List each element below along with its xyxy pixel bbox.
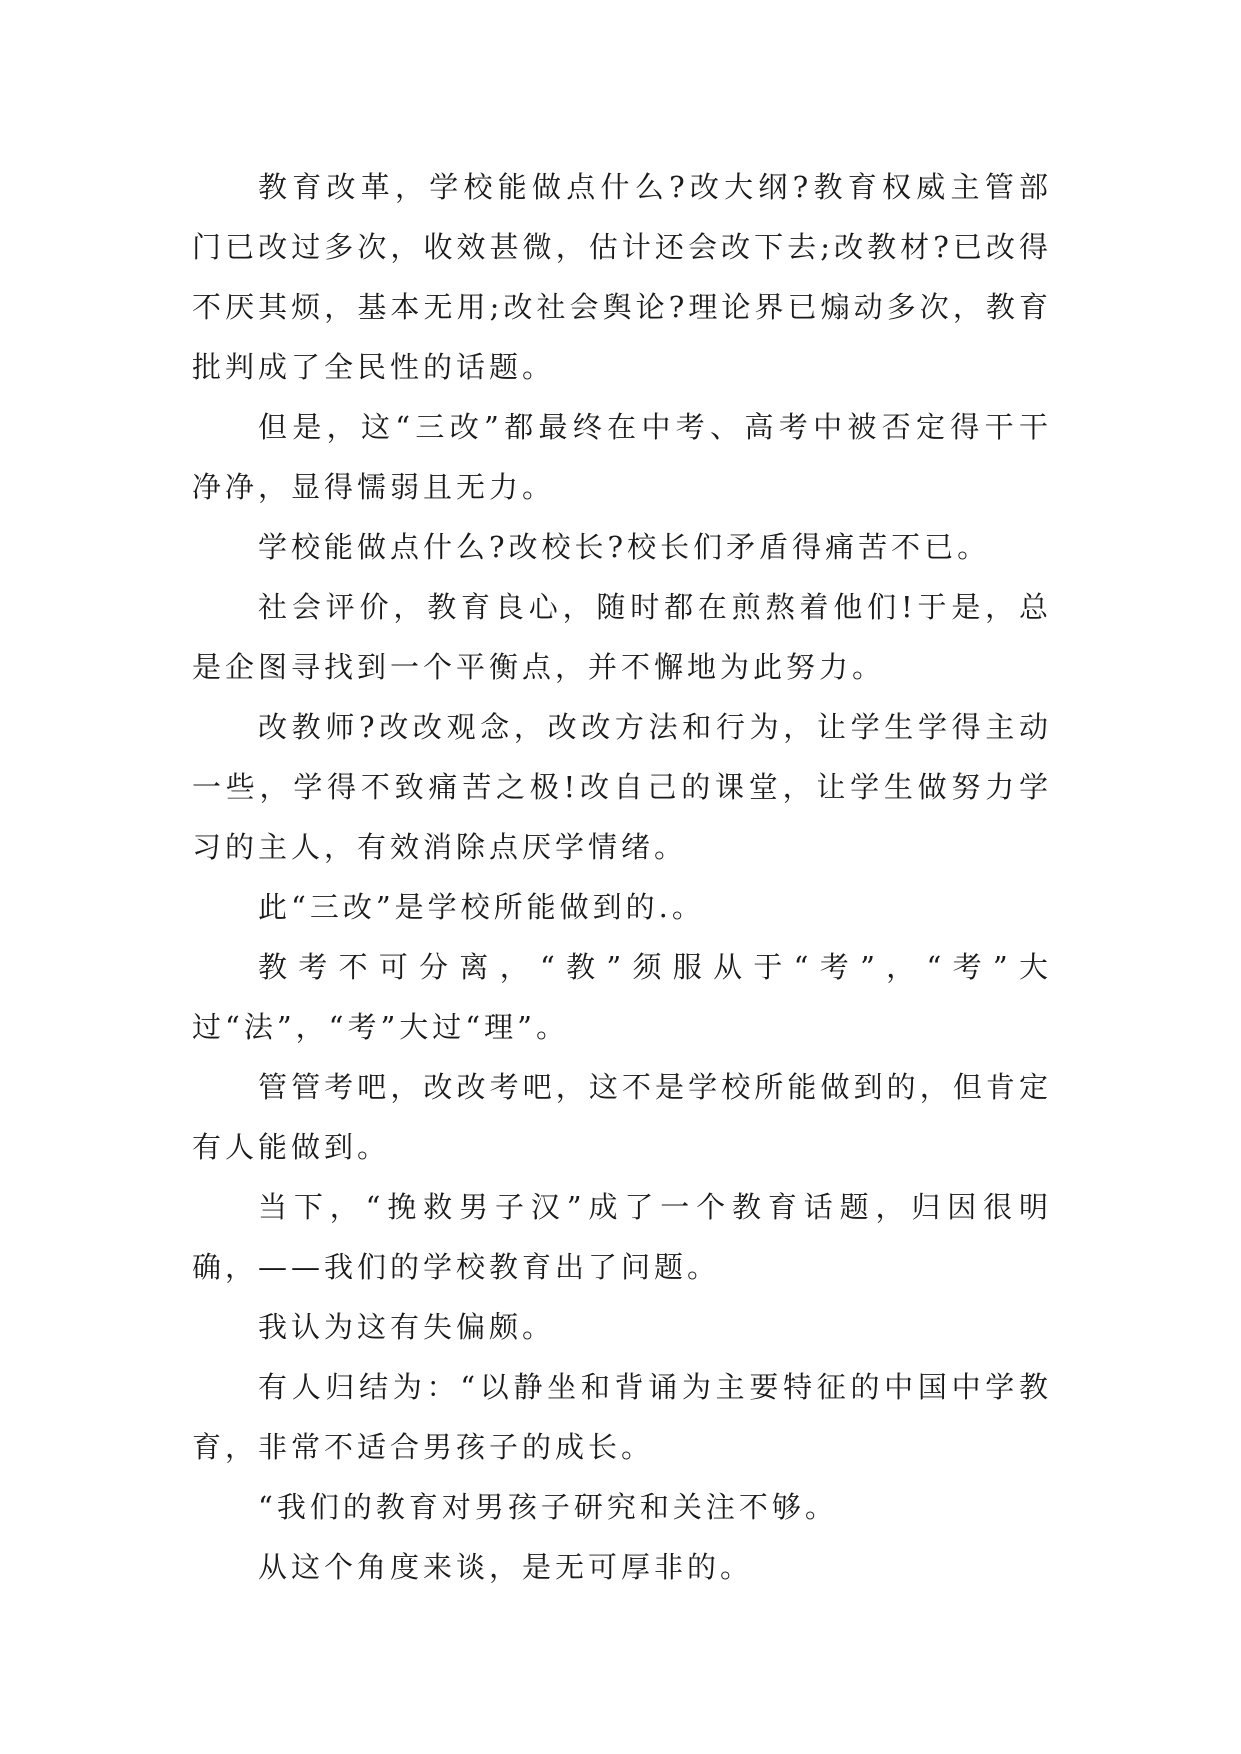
paragraph-10: 我认为这有失偏颇。 xyxy=(258,1310,556,1344)
paragraph-7: 教考不可分离，“教”须服从于“考”，“考”大过“法”，“考”大过“理”。 xyxy=(192,950,1052,1044)
paragraph-4: 社会评价，教育良心，随时都在煎熬着他们!于是，总是企图寻找到一个平衡点，并不懈地为此努力。 xyxy=(192,590,1052,684)
paragraph-6: 此“三改”是学校所能做到的.。 xyxy=(258,890,705,924)
paragraph-8: 管管考吧，改改考吧，这不是学校所能做到的，但肯定有人能做到。 xyxy=(192,1070,1052,1164)
paragraph-3: 学校能做点什么?改校长?校长们矛盾得痛苦不已。 xyxy=(258,530,991,564)
paragraph-5: 改教师?改改观念，改改方法和行为，让学生学得主动一些，学得不致痛苦之极!改自己的课堂，让学生做努力学习的主人，有效消除点厌学情绪。 xyxy=(192,710,1052,864)
document-body xyxy=(192,157,1052,1597)
paragraph-13: 从这个角度来谈，是无可厚非的。 xyxy=(258,1550,754,1584)
paragraph-9: 当下，“挽救男子汉”成了一个教育话题，归因很明确，——我们的学校教育出了问题。 xyxy=(192,1190,1052,1284)
paragraph-11: 有人归结为：“以静坐和背诵为主要特征的中国中学教育，非常不适合男孩子的成长。 xyxy=(192,1370,1052,1464)
paragraph-1: 教育改革，学校能做点什么?改大纲?教育权威主管部门已改过多次，收效甚微，估计还会改下去;改教材?已改得不厌其烦，基本无用;改社会舆论?理论界已煽动多次，教育批判成了全民性的话题。 xyxy=(192,170,1052,384)
paragraph-12: “我们的教育对男孩子研究和关注不够。 xyxy=(258,1490,838,1524)
paragraph-2: 但是，这“三改”都最终在中考、高考中被否定得干干净净，显得懦弱且无力。 xyxy=(192,410,1052,504)
